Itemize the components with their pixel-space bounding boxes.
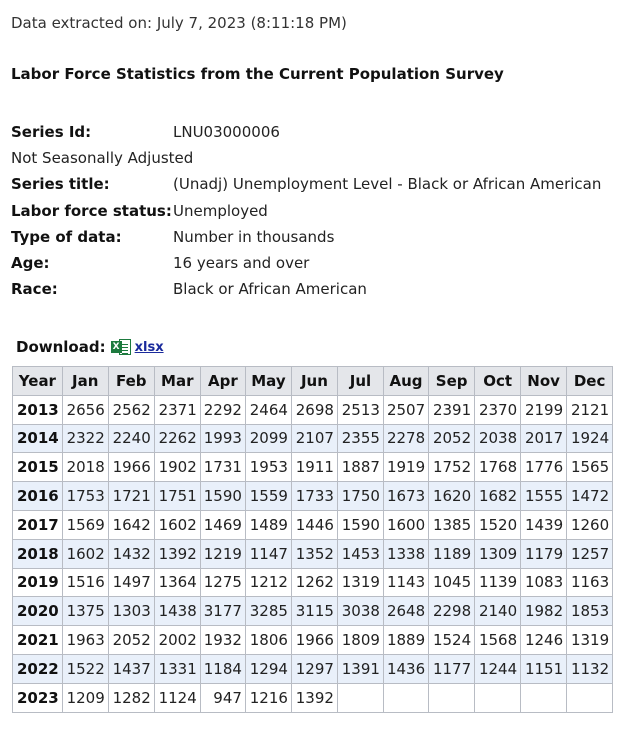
table-cell: 1809 [337, 626, 383, 655]
table-cell: 1212 [245, 568, 291, 597]
table-row [13, 597, 613, 626]
table-cell: 1889 [383, 626, 428, 655]
table-cell: 1590 [200, 482, 245, 511]
table-cell: 1303 [108, 597, 154, 626]
table-cell: 2052 [108, 626, 154, 655]
column-header-may: May [245, 367, 291, 396]
table-cell: 1375 [62, 597, 108, 626]
table-cell: 1602 [154, 510, 200, 539]
series-title-label: Series title: [11, 175, 110, 194]
table-cell: 1124 [154, 683, 200, 712]
table-cell: 1163 [567, 568, 613, 597]
table-cell: 1352 [291, 539, 337, 568]
adjustment-text: Not Seasonally Adjusted [11, 149, 194, 168]
column-header-dec: Dec [567, 367, 613, 396]
column-header-aug: Aug [383, 367, 428, 396]
table-cell: 1184 [200, 654, 245, 683]
table-cell: 2298 [429, 597, 475, 626]
labor-force-status-row [11, 201, 601, 227]
table-row [13, 482, 613, 511]
series-metadata [11, 122, 601, 305]
table-cell: 1132 [567, 654, 613, 683]
table-cell: 1568 [475, 626, 521, 655]
table-cell: 1776 [521, 453, 567, 482]
table-cell: 3038 [337, 597, 383, 626]
race-label: Race: [11, 280, 58, 299]
table-cell: 2262 [154, 424, 200, 453]
table-cell: 1600 [383, 510, 428, 539]
table-cell: 1338 [383, 539, 428, 568]
table-cell: 1489 [245, 510, 291, 539]
column-header-mar: Mar [154, 367, 200, 396]
table-row [13, 683, 613, 712]
table-cell: 2322 [62, 424, 108, 453]
table-cell: 1257 [567, 539, 613, 568]
series-id-value: LNU03000006 [173, 123, 280, 141]
table-cell: 1319 [567, 626, 613, 655]
table-cell: 2464 [245, 395, 291, 424]
table-cell: 1731 [200, 453, 245, 482]
table-cell: 1966 [108, 453, 154, 482]
column-header-apr: Apr [200, 367, 245, 396]
table-cell: 3177 [200, 597, 245, 626]
table-cell: 2292 [200, 395, 245, 424]
table-cell: 1806 [245, 626, 291, 655]
table-cell: 1555 [521, 482, 567, 511]
table-cell [521, 683, 567, 712]
data-extracted-note: Data extracted on: July 7, 2023 (8:11:18 PM) [11, 14, 347, 32]
table-cell: 1853 [567, 597, 613, 626]
table-cell: 2698 [291, 395, 337, 424]
column-header-year: Year [13, 367, 63, 396]
race-value: Black or African American [173, 280, 367, 299]
table-cell: 1993 [200, 424, 245, 453]
table-cell: 2391 [429, 395, 475, 424]
table-cell: 2199 [521, 395, 567, 424]
survey-title: Labor Force Statistics from the Current Population Survey [11, 65, 504, 83]
excel-icon[interactable]: X [111, 338, 131, 356]
table-cell: 947 [200, 683, 245, 712]
table-cell: 2002 [154, 626, 200, 655]
table-cell: 1620 [429, 482, 475, 511]
table-cell: 2099 [245, 424, 291, 453]
table-cell: 2017 [521, 424, 567, 453]
table-cell: 2121 [567, 395, 613, 424]
table-cell: 1565 [567, 453, 613, 482]
series-id-label: Series Id: [11, 123, 92, 141]
table-cell: 1177 [429, 654, 475, 683]
table-cell [383, 683, 428, 712]
table-cell [475, 683, 521, 712]
table-cell: 1590 [337, 510, 383, 539]
table-row [13, 395, 613, 424]
row-year: 2023 [13, 683, 63, 712]
table-cell: 1966 [291, 626, 337, 655]
row-year: 2015 [13, 453, 63, 482]
table-cell: 1753 [62, 482, 108, 511]
table-cell: 1260 [567, 510, 613, 539]
column-header-jun: Jun [291, 367, 337, 396]
table-cell: 1642 [108, 510, 154, 539]
table-cell: 1522 [62, 654, 108, 683]
table-cell: 2018 [62, 453, 108, 482]
table-cell [567, 683, 613, 712]
table-cell: 1982 [521, 597, 567, 626]
row-year: 2014 [13, 424, 63, 453]
table-cell: 1752 [429, 453, 475, 482]
labor-force-status-value: Unemployed [173, 201, 268, 220]
table-row [13, 626, 613, 655]
table-cell: 1331 [154, 654, 200, 683]
labor-force-status-label: Labor force status: [11, 201, 172, 220]
xlsx-download-link[interactable]: xlsx [134, 339, 164, 355]
table-cell: 3285 [245, 597, 291, 626]
table-cell: 1516 [62, 568, 108, 597]
row-year: 2020 [13, 597, 63, 626]
race-row [11, 279, 601, 305]
age-row [11, 253, 601, 279]
table-cell: 1497 [108, 568, 154, 597]
table-cell: 2107 [291, 424, 337, 453]
row-year: 2013 [13, 395, 63, 424]
download-label: Download: [16, 338, 106, 356]
table-cell: 1436 [383, 654, 428, 683]
table-cell: 1262 [291, 568, 337, 597]
table-cell: 1392 [291, 683, 337, 712]
series-title-value: (Unadj) Unemployment Level - Black or African American [173, 175, 602, 194]
table-cell: 1294 [245, 654, 291, 683]
column-header-jul: Jul [337, 367, 383, 396]
table-cell: 1682 [475, 482, 521, 511]
table-cell: 2140 [475, 597, 521, 626]
table-cell [337, 683, 383, 712]
table-row [13, 453, 613, 482]
table-cell: 1392 [154, 539, 200, 568]
table-cell: 1244 [475, 654, 521, 683]
table-cell: 2052 [429, 424, 475, 453]
table-row [13, 539, 613, 568]
table-cell: 1139 [475, 568, 521, 597]
row-year: 2019 [13, 568, 63, 597]
type-of-data-label: Type of data: [11, 227, 122, 246]
table-cell: 1282 [108, 683, 154, 712]
table-cell: 1446 [291, 510, 337, 539]
table-cell: 1151 [521, 654, 567, 683]
table-cell: 2648 [383, 597, 428, 626]
table-cell: 1209 [62, 683, 108, 712]
table-cell: 1524 [429, 626, 475, 655]
table-cell: 1216 [245, 683, 291, 712]
table-cell: 1275 [200, 568, 245, 597]
table-row [13, 424, 613, 453]
type-of-data-value: Number in thousands [173, 227, 335, 246]
table-cell: 2278 [383, 424, 428, 453]
table-cell: 1721 [108, 482, 154, 511]
table-cell: 2240 [108, 424, 154, 453]
table-cell: 1924 [567, 424, 613, 453]
table-cell: 1246 [521, 626, 567, 655]
table-cell: 1297 [291, 654, 337, 683]
table-cell: 1364 [154, 568, 200, 597]
table-cell: 2513 [337, 395, 383, 424]
table-cell: 1559 [245, 482, 291, 511]
table-cell: 1472 [567, 482, 613, 511]
data-table [12, 366, 613, 713]
table-cell: 1953 [245, 453, 291, 482]
table-cell: 1143 [383, 568, 428, 597]
table-cell: 1469 [200, 510, 245, 539]
row-year: 2022 [13, 654, 63, 683]
column-header-nov: Nov [521, 367, 567, 396]
table-cell: 1432 [108, 539, 154, 568]
series-title-row [11, 174, 601, 200]
table-cell: 1569 [62, 510, 108, 539]
table-body [13, 395, 613, 712]
column-header-sep: Sep [429, 367, 475, 396]
row-year: 2017 [13, 510, 63, 539]
table-cell: 1932 [200, 626, 245, 655]
table-row [13, 568, 613, 597]
table-cell: 2355 [337, 424, 383, 453]
table-cell: 1453 [337, 539, 383, 568]
table-cell: 1520 [475, 510, 521, 539]
column-header-oct: Oct [475, 367, 521, 396]
table-cell: 1911 [291, 453, 337, 482]
table-cell: 1219 [200, 539, 245, 568]
table-cell: 1437 [108, 654, 154, 683]
row-year: 2021 [13, 626, 63, 655]
table-cell: 1385 [429, 510, 475, 539]
table-cell: 1045 [429, 568, 475, 597]
table-cell: 1768 [475, 453, 521, 482]
table-cell: 1319 [337, 568, 383, 597]
table-cell: 1602 [62, 539, 108, 568]
table-cell: 1083 [521, 568, 567, 597]
table-cell: 1673 [383, 482, 428, 511]
table-cell: 2371 [154, 395, 200, 424]
age-label: Age: [11, 253, 50, 272]
table-cell: 1919 [383, 453, 428, 482]
adjustment-row [11, 148, 601, 174]
table-cell: 1751 [154, 482, 200, 511]
row-year: 2018 [13, 539, 63, 568]
table-cell: 2562 [108, 395, 154, 424]
table-row [13, 510, 613, 539]
table-cell: 1733 [291, 482, 337, 511]
column-header-jan: Jan [62, 367, 108, 396]
type-of-data-row [11, 227, 601, 253]
row-year: 2016 [13, 482, 63, 511]
table-cell: 2507 [383, 395, 428, 424]
age-value: 16 years and over [173, 253, 310, 272]
table-cell: 1179 [521, 539, 567, 568]
table-header-row [13, 367, 613, 396]
table-cell: 1309 [475, 539, 521, 568]
table-cell: 1189 [429, 539, 475, 568]
table-cell: 1439 [521, 510, 567, 539]
table-cell: 1147 [245, 539, 291, 568]
column-header-feb: Feb [108, 367, 154, 396]
table-cell [429, 683, 475, 712]
table-cell: 2370 [475, 395, 521, 424]
table-cell: 1391 [337, 654, 383, 683]
table-cell: 2038 [475, 424, 521, 453]
table-cell: 1438 [154, 597, 200, 626]
download-section [16, 338, 164, 356]
table-cell: 1963 [62, 626, 108, 655]
series-id-row [11, 122, 601, 148]
table-cell: 2656 [62, 395, 108, 424]
table-cell: 1750 [337, 482, 383, 511]
table-cell: 1902 [154, 453, 200, 482]
table-cell: 1887 [337, 453, 383, 482]
table-cell: 3115 [291, 597, 337, 626]
table-row [13, 654, 613, 683]
